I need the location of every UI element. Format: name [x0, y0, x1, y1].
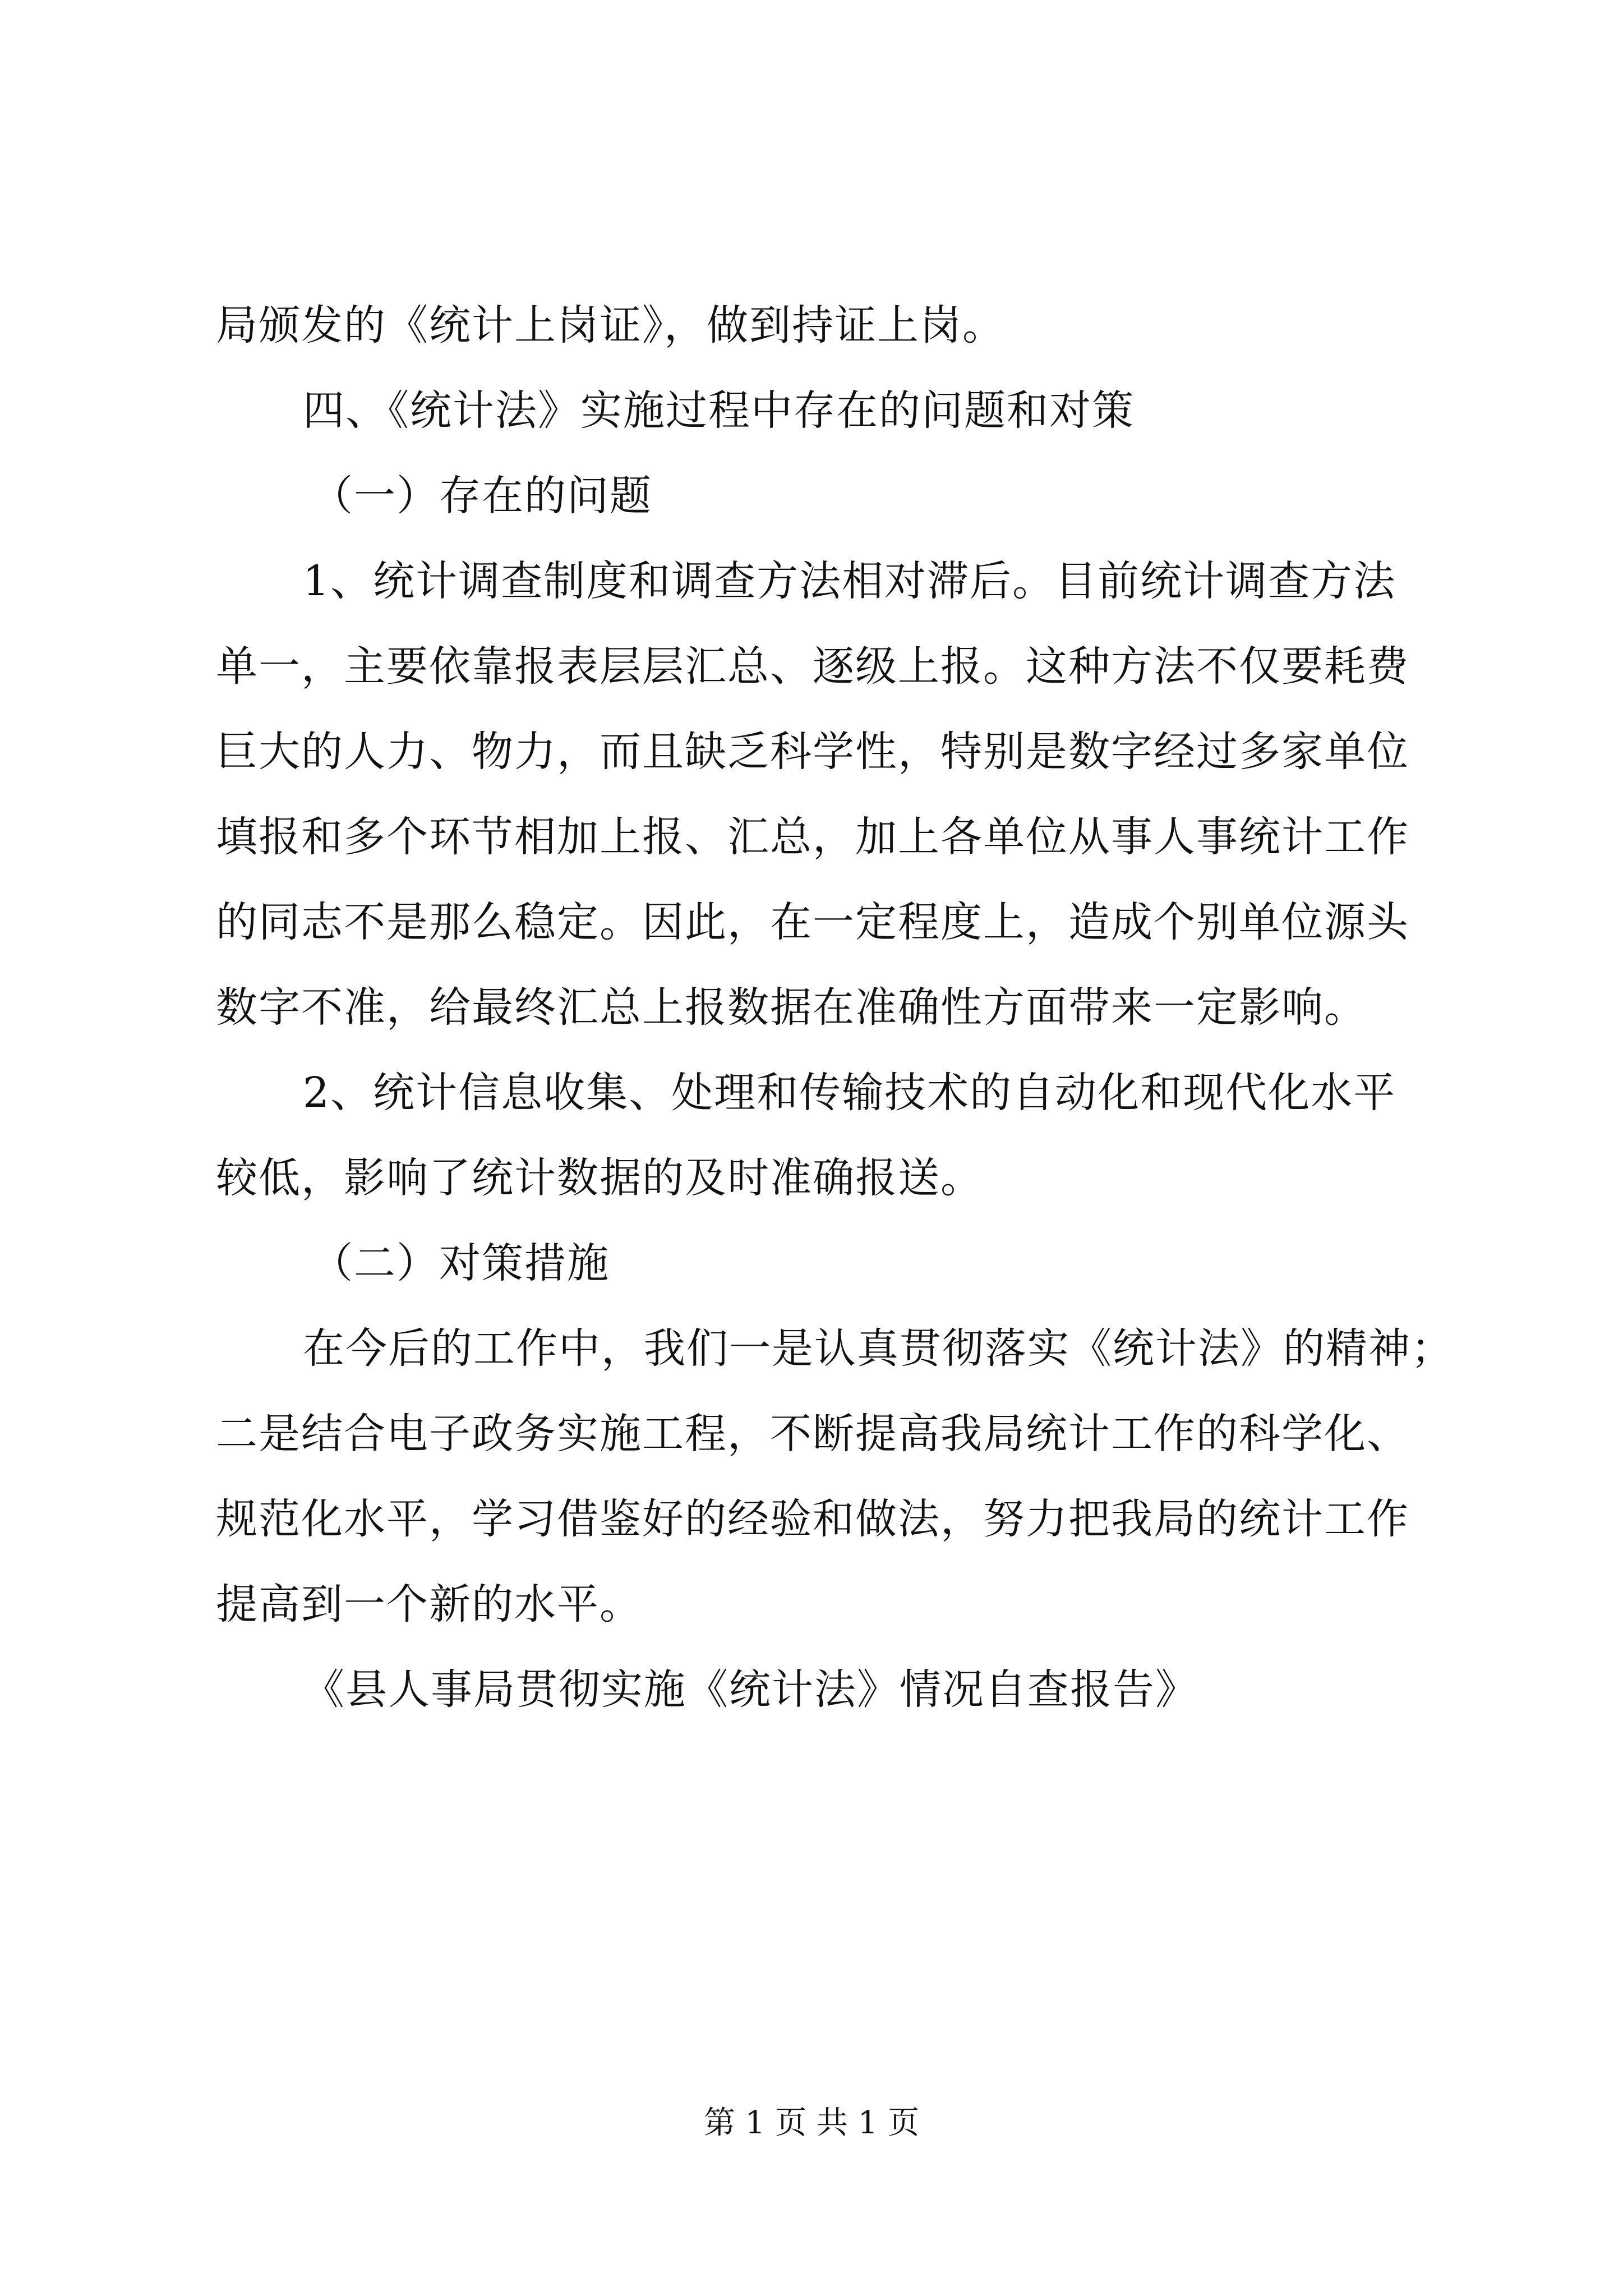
paragraph-line: 二是结合电子政务实施工程，不断提高我局统计工作的科学化、 — [216, 1410, 1409, 1458]
paragraph-line: 单一，主要依靠报表层层汇总、逐级上报。这种方法不仅要耗费 — [216, 642, 1409, 691]
paragraph-line: 较低，影响了统计数据的及时准确报送。 — [216, 1154, 983, 1202]
paragraph-line: 数字不准，给最终汇总上报数据在准确性方面带来一定影响。 — [216, 983, 1367, 1032]
paragraph-line: 巨大的人力、物力，而且缺乏科学性，特别是数字经过多家单位 — [216, 728, 1409, 776]
paragraph-line: 提高到一个新的水平。 — [216, 1580, 642, 1628]
paragraph-line: 局颁发的《统计上岗证》，做到持证上岗。 — [216, 301, 1005, 349]
paragraph-line: 规范化水平，学习借鉴好的经验和做法，努力把我局的统计工作 — [216, 1495, 1409, 1543]
page-footer: 第 1 页 共 1 页 — [703, 2105, 920, 2141]
paragraph-line: 1、统计调查制度和调查方法相对滞后。目前统计调查方法 — [303, 557, 1396, 605]
document-title-reference: 《县人事局贯彻实施《统计法》情况自查报告》 — [303, 1665, 1198, 1714]
subsection-heading: （一）存在的问题 — [311, 472, 652, 520]
paragraph-line: 在今后的工作中，我们一是认真贯彻落实《统计法》的精神； — [303, 1324, 1454, 1373]
paragraph-line: 的同志不是那么稳定。因此，在一定程度上，造成个别单位源头 — [216, 898, 1409, 946]
paragraph-line: 2、统计信息收集、处理和传输技术的自动化和现代化水平 — [303, 1069, 1396, 1117]
subsection-heading: （二）对策措施 — [311, 1239, 610, 1287]
section-heading: 四、《统计法》实施过程中存在的问题和对策 — [303, 386, 1135, 435]
paragraph-line: 填报和多个环节相加上报、汇总，加上各单位从事人事统计工作 — [216, 813, 1409, 861]
